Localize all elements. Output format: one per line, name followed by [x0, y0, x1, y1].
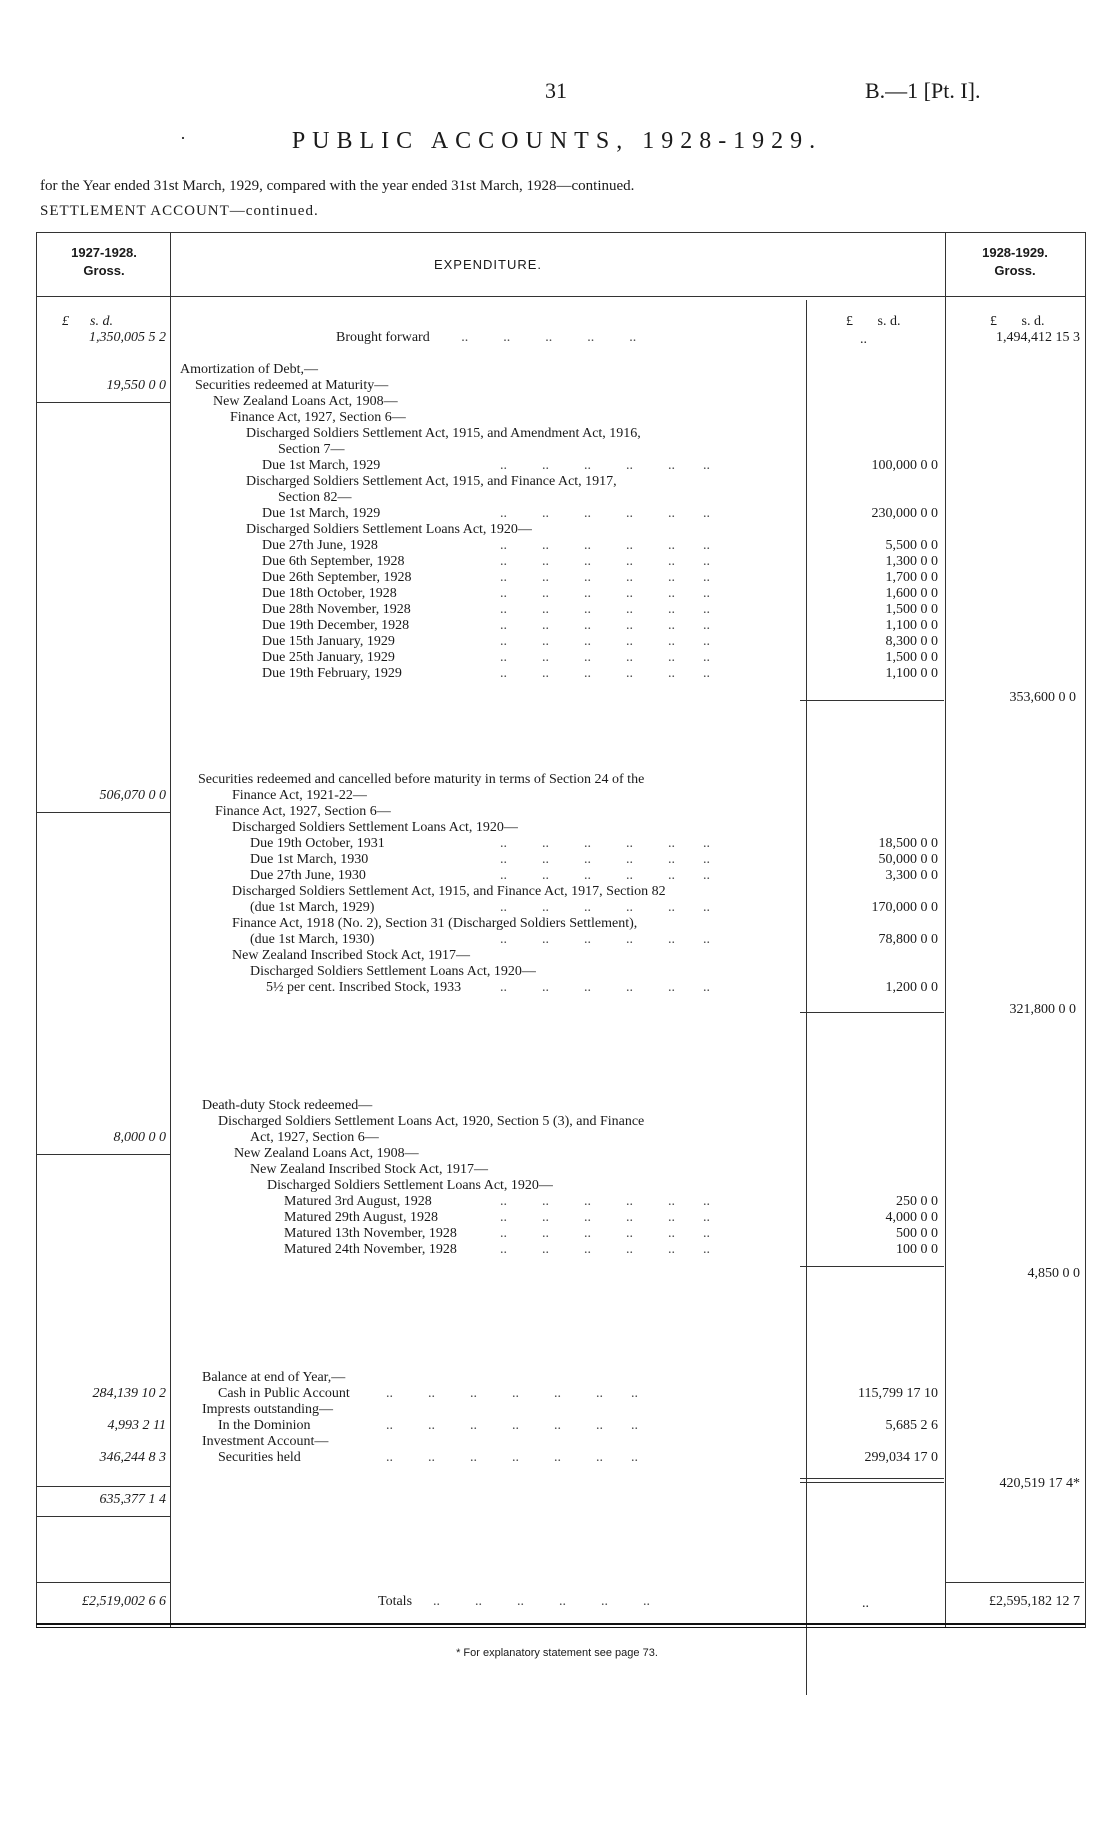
text-line: New Zealand Inscribed Stock Act, 1917—	[250, 1162, 488, 1177]
item-amount: 50,000 0 0	[878, 852, 938, 867]
item-label: Matured 29th August, 1928	[284, 1210, 438, 1225]
leader-dots: .. .. .. .. .. .. ..	[386, 1386, 638, 1401]
prev-year-header: 1927-1928. Gross.	[71, 245, 137, 278]
item-amount: 18,500 0 0	[878, 836, 938, 851]
item-label: Due 27th June, 1928	[262, 538, 378, 553]
col-divider	[945, 232, 946, 1627]
prev-rule	[36, 812, 170, 813]
subtitle: for the Year ended 31st March, 1929, compared with the year ended 31st March, 1928—continued.	[40, 178, 635, 194]
text-line: Securities redeemed and cancelled before maturity in terms of Section 24 of the	[198, 772, 645, 787]
item-label: (due 1st March, 1930)	[250, 932, 375, 947]
balance-row-label: Cash in Public Account	[218, 1386, 350, 1401]
item-label: Due 26th September, 1928	[262, 570, 412, 585]
unit-labels-curr: £ s. d.	[990, 314, 1045, 329]
leader-dots: .. .. .. .. .. ..	[500, 980, 710, 995]
death-duty-prev: 8,000 0 0	[113, 1130, 166, 1145]
bottom-rule	[36, 1623, 1085, 1625]
balance-row-prev: 284,139 10 2	[92, 1386, 166, 1401]
subtotal-rule	[800, 1482, 944, 1483]
item-amount: 4,000 0 0	[885, 1210, 938, 1225]
leader-dots: .. .. .. .. .. ..	[500, 852, 710, 867]
leader-dots: .. .. .. .. .. ..	[500, 586, 710, 601]
subtotal-rule	[800, 1012, 944, 1013]
item-label: Due 25th January, 1929	[262, 650, 395, 665]
subtotal-rule	[800, 1478, 944, 1479]
leader-dots: .. .. .. .. .. ..	[500, 1226, 710, 1241]
brought-forward-label: Brought forward .. .. .. .. ..	[336, 330, 637, 345]
item-label: (due 1st March, 1929)	[250, 900, 375, 915]
balance-prev-total: 635,377 1 4	[99, 1492, 166, 1507]
balance-row-label: Investment Account—	[202, 1434, 329, 1449]
subtotal-rule	[800, 1266, 944, 1267]
text-line: Discharged Soldiers Settlement Act, 1915, and Amendment Act, 1916,	[246, 426, 641, 441]
item-label: Due 28th November, 1928	[262, 602, 411, 617]
leader-dots: .. .. .. .. .. ..	[500, 458, 710, 473]
balance-row-prev: 346,244 8 3	[99, 1450, 166, 1465]
item-label: Due 1st March, 1929	[262, 458, 381, 473]
balance-row-label: Securities held	[218, 1450, 301, 1465]
balance-row-label: Imprests outstanding—	[202, 1402, 334, 1417]
text-line: New Zealand Loans Act, 1908—	[234, 1146, 419, 1161]
text-line: Discharged Soldiers Settlement Loans Act, 1920, Section 5 (3), and Finance	[218, 1114, 645, 1129]
leader-dots: .. .. .. .. .. ..	[500, 538, 710, 553]
bottom-rule	[36, 1627, 1085, 1628]
cancelled-total: 321,800 0 0	[1009, 1002, 1076, 1017]
item-label: Section 82—	[278, 490, 352, 505]
amortization-total: 353,600 0 0	[1009, 690, 1076, 705]
leader-dots: .. .. .. .. .. ..	[500, 900, 710, 915]
totals-rule	[946, 1582, 1084, 1583]
text-line: Section 7—	[278, 442, 345, 457]
balance-row-amount: 5,685 2 6	[885, 1418, 938, 1433]
item-amount: 170,000 0 0	[871, 900, 938, 915]
item-amount: 1,700 0 0	[885, 570, 938, 585]
leader-dots: .. .. .. .. .. ..	[500, 506, 710, 521]
leader-dots: .. .. .. .. .. ..	[500, 618, 710, 633]
item-label: Due 19th February, 1929	[262, 666, 402, 681]
item-label: New Zealand Inscribed Stock Act, 1917—	[232, 948, 470, 963]
leader-dots: .. .. .. .. .. ..	[500, 666, 710, 681]
totals-curr: £2,595,182 12 7	[989, 1594, 1080, 1609]
item-amount: 5,500 0 0	[885, 538, 938, 553]
curr-year-header: 1928-1929. Gross.	[982, 245, 1048, 278]
leader-dots: .. .. .. .. .. .. ..	[386, 1418, 638, 1433]
balance-total: 420,519 17 4*	[999, 1476, 1080, 1491]
totals-label: Totals .. .. .. .. .. ..	[378, 1594, 651, 1609]
balance-row-label: In the Dominion	[218, 1418, 311, 1433]
item-label: Matured 13th November, 1928	[284, 1226, 457, 1241]
totals-prev: £2,519,002 6 6	[82, 1594, 166, 1609]
brought-forward-prev: 1,350,005 5 2	[89, 330, 166, 345]
item-amount: 100,000 0 0	[871, 458, 938, 473]
leader-dots: .. .. .. .. .. ..	[500, 836, 710, 851]
leader-dots: .. .. .. .. .. ..	[500, 570, 710, 585]
item-label: Discharged Soldiers Settlement Act, 1915, and Finance Act, 1917, Section 82	[232, 884, 666, 899]
leader-dots: .. .. .. .. .. ..	[500, 1194, 710, 1209]
item-label: Due 1st March, 1929	[262, 506, 381, 521]
item-label: Discharged Soldiers Settlement Loans Act, 1920—	[250, 964, 536, 979]
bullet-mark: ·	[180, 128, 186, 148]
item-label: Due 19th December, 1928	[262, 618, 410, 633]
leader-dots: .. .. .. .. .. ..	[500, 1210, 710, 1225]
item-amount: 1,600 0 0	[885, 586, 938, 601]
brought-forward-detail: ..	[860, 332, 867, 347]
unit-labels-prev: £ s. d.	[62, 314, 113, 329]
totals-rule	[36, 1582, 170, 1583]
item-amount: 1,500 0 0	[885, 602, 938, 617]
balance-heading: Balance at end of Year,—	[202, 1370, 346, 1385]
footnote: * For explanatory statement see page 73.	[456, 1647, 658, 1659]
death-duty-total: 4,850 0 0	[1027, 1266, 1080, 1281]
subtotal-rule	[800, 700, 944, 701]
text-line: Securities redeemed at Maturity—	[195, 378, 389, 393]
totals-detail: ..	[862, 1596, 869, 1611]
item-amount: 500 0 0	[896, 1226, 938, 1241]
item-label: Due 1st March, 1930	[250, 852, 369, 867]
text-line: Discharged Soldiers Settlement Loans Act, 1920—	[232, 820, 518, 835]
item-label: Due 27th June, 1930	[250, 868, 366, 883]
text-line: New Zealand Loans Act, 1908—	[213, 394, 398, 409]
section-title: SETTLEMENT ACCOUNT—continued.	[40, 203, 319, 219]
item-amount: 1,300 0 0	[885, 554, 938, 569]
unit-labels-detail: £ s. d.	[846, 314, 901, 329]
cancelled-prev: 506,070 0 0	[99, 788, 166, 803]
item-label: Discharged Soldiers Settlement Loans Act, 1920—	[246, 522, 532, 537]
leader-dots: .. .. .. .. .. .. ..	[386, 1450, 638, 1465]
col-divider	[170, 232, 171, 1627]
leader-dots: .. .. .. .. .. ..	[500, 554, 710, 569]
item-label: Matured 24th November, 1928	[284, 1242, 457, 1257]
leader-dots: .. .. .. .. .. ..	[500, 650, 710, 665]
prev-rule	[36, 1154, 170, 1155]
leader-dots: .. .. .. .. .. ..	[500, 932, 710, 947]
item-amount: 1,200 0 0	[885, 980, 938, 995]
item-label: Due 18th October, 1928	[262, 586, 397, 601]
prev-rule	[36, 1486, 170, 1487]
prev-rule	[36, 402, 170, 403]
document-reference: B.—1 [Pt. I].	[865, 78, 981, 103]
item-amount: 250 0 0	[896, 1194, 938, 1209]
text-line: Finance Act, 1927, Section 6—	[230, 410, 406, 425]
text-line: Discharged Soldiers Settlement Loans Act, 1920—	[267, 1178, 553, 1193]
text-line: Finance Act, 1921-22—	[232, 788, 367, 803]
balance-row-prev: 4,993 2 11	[107, 1418, 166, 1433]
leader-dots: .. .. .. .. .. ..	[500, 634, 710, 649]
item-label: Due 15th January, 1929	[262, 634, 395, 649]
expenditure-header: EXPENDITURE.	[433, 257, 543, 272]
amortization-prev: 19,550 0 0	[106, 378, 166, 393]
page-number: 31	[545, 78, 567, 103]
item-label: Matured 3rd August, 1928	[284, 1194, 432, 1209]
brought-forward-curr: 1,494,412 15 3	[996, 330, 1080, 345]
item-amount: 230,000 0 0	[871, 506, 938, 521]
item-amount: 1,100 0 0	[885, 666, 938, 681]
leader-dots: .. .. .. .. .. ..	[500, 602, 710, 617]
prev-rule	[36, 1516, 170, 1517]
item-label: Due 6th September, 1928	[262, 554, 405, 569]
balance-row-amount: 299,034 17 0	[864, 1450, 938, 1465]
item-amount: 8,300 0 0	[885, 634, 938, 649]
item-label: Discharged Soldiers Settlement Act, 1915, and Finance Act, 1917,	[246, 474, 617, 489]
item-amount: 78,800 0 0	[878, 932, 938, 947]
balance-row-amount: 115,799 17 10	[858, 1386, 938, 1401]
item-amount: 1,100 0 0	[885, 618, 938, 633]
text-line: Finance Act, 1927, Section 6—	[215, 804, 391, 819]
item-label: Finance Act, 1918 (No. 2), Section 31 (Discharged Soldiers Settlement),	[232, 916, 638, 931]
item-label: Due 19th October, 1931	[250, 836, 385, 851]
item-amount: 1,500 0 0	[885, 650, 938, 665]
text-line: Act, 1927, Section 6—	[250, 1130, 379, 1145]
header-divider	[36, 296, 1085, 297]
item-amount: 3,300 0 0	[885, 868, 938, 883]
leader-dots: .. .. .. .. .. ..	[500, 1242, 710, 1257]
leader-dots: .. .. .. .. .. ..	[500, 868, 710, 883]
text-line: Death-duty Stock redeemed—	[202, 1098, 373, 1113]
item-label: 5½ per cent. Inscribed Stock, 1933	[266, 980, 462, 995]
amortization-heading: Amortization of Debt,—	[180, 362, 319, 377]
item-amount: 100 0 0	[896, 1242, 938, 1257]
page-title: PUBLIC ACCOUNTS, 1928-1929.	[291, 128, 823, 154]
